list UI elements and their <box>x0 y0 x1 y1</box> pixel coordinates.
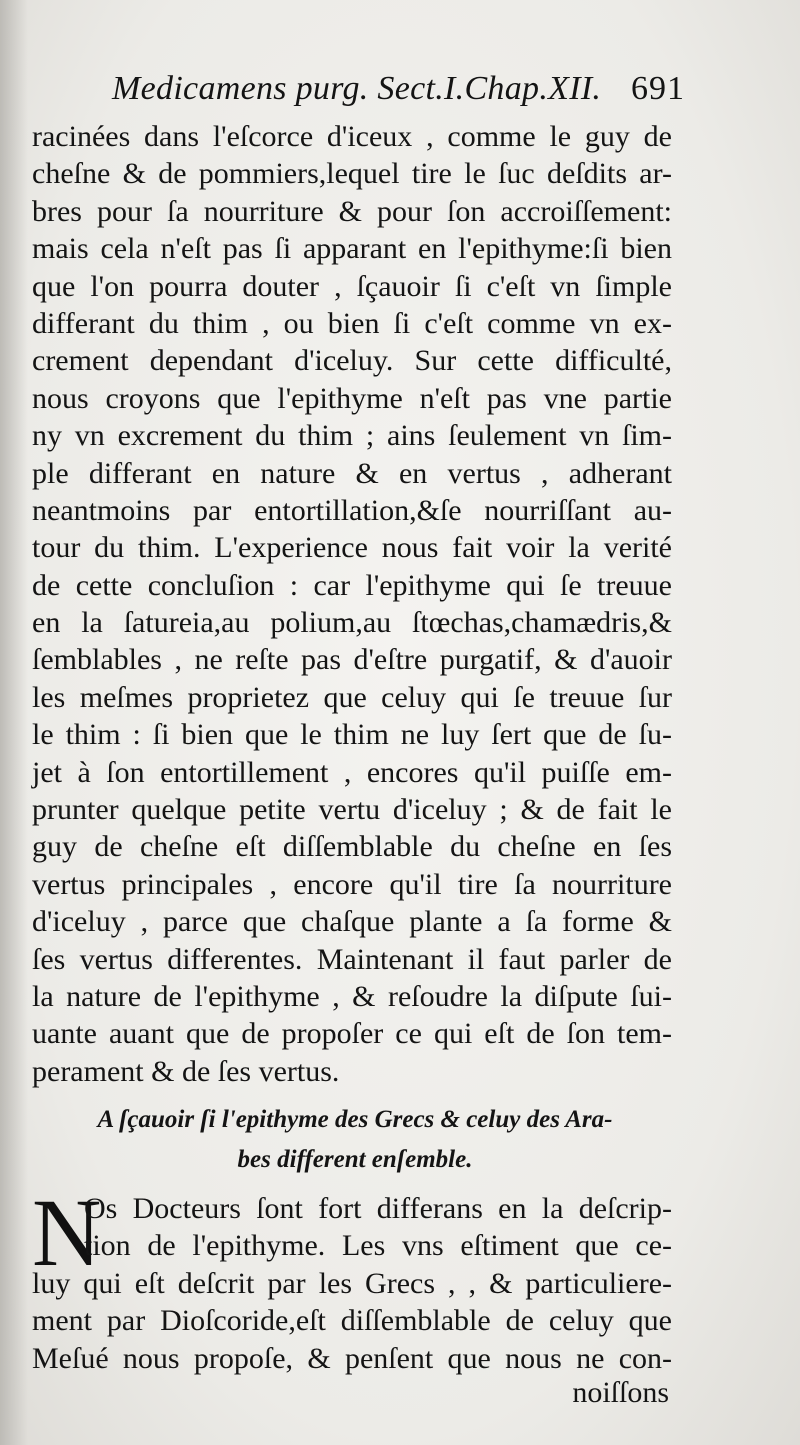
page-number: 691 <box>631 70 685 107</box>
text-line: Meſué nous propoſe, & penſent que nous ne con- <box>32 1341 672 1375</box>
text-line: ple differant en nature & en vertus , adherant <box>32 456 672 490</box>
subheading-line: bes different enſemble. <box>237 1146 473 1173</box>
text-line: vertus principales , encore qu'il tire ſa nourriture <box>32 867 672 901</box>
text-line: tion de l'epithyme. Les vns eſtiment que ce- <box>84 1229 672 1263</box>
text-line: prunter quelque petite vertu d'iceluy ; & de fait le <box>32 793 672 827</box>
text-line: la nature de l'epithyme , & reſoudre la diſpute ſui- <box>32 979 672 1013</box>
text-line: de cette concluſion : car l'epithyme qui ſe treuue <box>32 568 672 602</box>
text-line: en la ſatureia,au polium,au ſtœchas,chamædris,& <box>32 606 672 640</box>
gutter-shadow <box>0 0 28 1445</box>
text-line: bres pour ſa nourriture & pour ſon accroiſſement: <box>32 194 672 228</box>
text-line: que l'on pourra douter , ſçauoir ſi c'eſt vn ſimple <box>32 269 672 303</box>
running-head: Medicamens purg. Sect.I.Chap.XII. <box>112 70 602 107</box>
page-header <box>100 70 685 112</box>
text-line: nous croyons que l'epithyme n'eſt pas vne partie <box>32 381 672 415</box>
text-line: ny vn excrement du thim ; ains ſeulement vn ſim- <box>32 419 672 453</box>
text-line: perament & de ſes vertus. <box>32 1054 340 1088</box>
text-line: neantmoins par entortillation,&ſe nourriſſant au- <box>32 493 672 527</box>
text-line: d'iceluy , parce que chaſque plante a ſa forme & <box>32 905 672 939</box>
text-line: ment par Dioſcoride,eſt diſſemblable de celuy que <box>32 1304 672 1338</box>
text-line: tour du thim. L'experience nous fait voir la verité <box>32 531 672 565</box>
section-text <box>32 1179 672 1377</box>
text-line: racinées dans l'eſcorce d'iceux , comme le guy de <box>32 120 672 153</box>
text-line: differant du thim , ou bien ſi c'eſt comme vn ex- <box>32 306 672 340</box>
section-subheading <box>40 1100 670 1180</box>
text-line: les meſmes proprietez que celuy qui ſe treuue ſur <box>32 680 672 714</box>
text-line: ſes vertus differentes. Maintenant il faut parler de <box>32 942 672 976</box>
subheading-line: A ſçauoir ſi l'epithyme des Grecs & celuy des Ara- <box>97 1106 613 1133</box>
text-line: le thim : ſi bien que le thim ne luy ſert que de ſu- <box>32 718 672 752</box>
text-line: ſemblables , ne reſte pas d'eſtre purgatif, & d'auoir <box>32 643 672 677</box>
text-line: Os Docteurs ſont fort differans en la deſcrip- <box>84 1192 672 1225</box>
text-line: jet à ſon entortillement , encores qu'il puiſſe em- <box>32 755 672 789</box>
drop-cap: N <box>32 1179 102 1286</box>
catchword: noiſſons <box>572 1376 669 1409</box>
text-line: crement dependant d'iceluy. Sur cette difficulté, <box>32 344 672 378</box>
text-line: uante auant que de propoſer ce qui eſt de ſon tem- <box>32 1017 672 1051</box>
text-line: guy de cheſne eſt diſſemblable du cheſne en ſes <box>32 830 672 864</box>
text-line: cheſne & de pommiers,lequel tire le ſuc deſdits ar- <box>32 157 672 191</box>
body-text <box>32 118 672 1090</box>
text-line: luy qui eſt deſcrit par les Grecs , , & particuliere- <box>32 1266 672 1300</box>
text-line: mais cela n'eſt pas ſi apparant en l'epithyme:ſi bien <box>32 232 672 266</box>
